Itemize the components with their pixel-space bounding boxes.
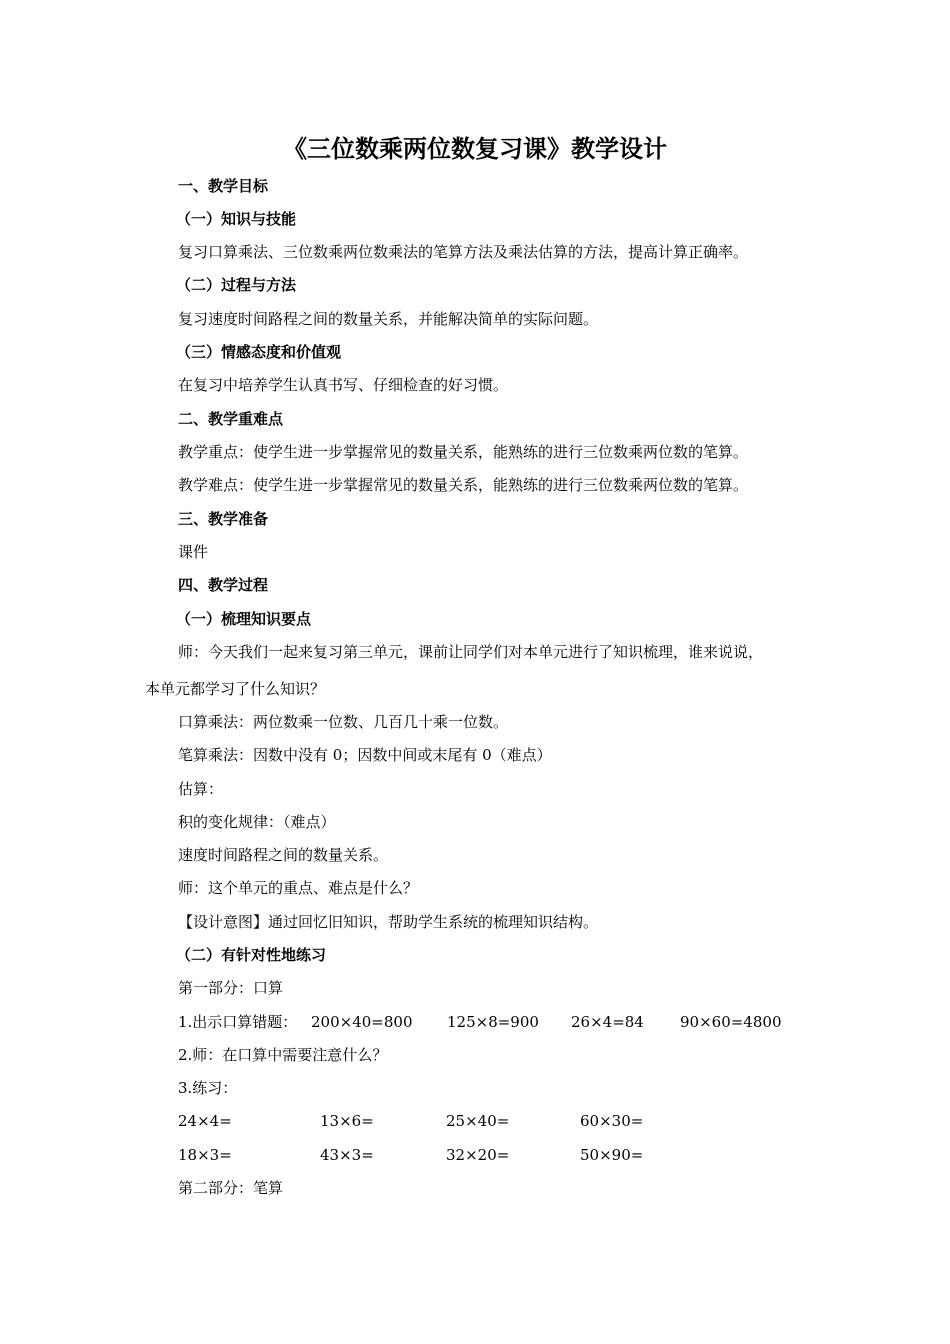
section-heading-process: 四、教学过程 xyxy=(178,576,269,594)
paragraph-knowledge-skills: 复习口算乘法、三位数乘两位数乘法的笔算方法及乘法估算的方法，提高计算正确率。 xyxy=(178,243,749,261)
document-title: 《三位数乘两位数复习课》教学设计 xyxy=(283,135,667,163)
paragraph-written-multiplication: 笔算乘法：因数中没有 0；因数中间或末尾有 0（难点） xyxy=(178,746,552,764)
paragraph-item-three: 3.练习： xyxy=(178,1079,238,1097)
paragraph-item-two: 2.师：在口算中需要注意什么？ xyxy=(178,1046,388,1064)
wrong-answer-expression: 26×4=84 xyxy=(571,1013,644,1031)
drill-expression: 43×3= xyxy=(320,1146,374,1164)
paragraph-product-rule: 积的变化规律：（难点） xyxy=(178,813,336,831)
section-heading-objectives: 一、教学目标 xyxy=(178,177,269,195)
paragraph-oral-multiplication: 口算乘法：两位数乘一位数、几百几十乘一位数。 xyxy=(178,713,509,731)
paragraph-process-method: 复习速度时间路程之间的数量关系，并能解决简单的实际问题。 xyxy=(178,310,599,328)
paragraph-part-two: 第二部分：笔算 xyxy=(178,1179,284,1197)
wrong-answer-expression: 90×60=4800 xyxy=(680,1013,782,1031)
subheading-review-knowledge: （一）梳理知识要点 xyxy=(176,610,312,628)
section-heading-preparation: 三、教学准备 xyxy=(178,510,269,528)
paragraph-estimation: 估算： xyxy=(178,780,224,798)
item-wrong-answers-label: 1.出示口算错题： xyxy=(178,1013,298,1031)
drill-expression: 50×90= xyxy=(580,1146,644,1164)
subheading-process-method: （二）过程与方法 xyxy=(176,276,297,294)
subheading-attitude-values: （三）情感态度和价值观 xyxy=(176,343,342,361)
wrong-answer-expression: 200×40=800 xyxy=(311,1013,413,1031)
wrong-answer-expression: 125×8=900 xyxy=(447,1013,539,1031)
drill-expression: 24×4= xyxy=(178,1112,232,1130)
paragraph-difficult-point: 教学难点：使学生进一步掌握常见的数量关系，能熟练的进行三位数乘两位数的笔算。 xyxy=(178,476,749,494)
paragraph-teacher-intro: 师：今天我们一起来复习第三单元，课前让同学们对本单元进行了知识梳理，谁来说说， xyxy=(178,643,764,661)
paragraph-design-intent: 【设计意图】通过回忆旧知识，帮助学生系统的梳理知识结构。 xyxy=(178,913,599,931)
drill-expression: 13×6= xyxy=(320,1112,374,1130)
paragraph-key-point: 教学重点：使学生进一步掌握常见的数量关系，能熟练的进行三位数乘两位数的笔算。 xyxy=(178,443,749,461)
section-heading-key-points: 二、教学重难点 xyxy=(178,410,284,428)
drill-expression: 25×40= xyxy=(446,1112,510,1130)
drill-expression: 18×3= xyxy=(178,1146,232,1164)
drill-expression: 32×20= xyxy=(446,1146,510,1164)
paragraph-teacher-intro-cont: 本单元都学习了什么知识？ xyxy=(145,680,326,698)
paragraph-speed-time-distance: 速度时间路程之间的数量关系。 xyxy=(178,846,389,864)
paragraph-part-one: 第一部分：口算 xyxy=(178,979,284,997)
drill-expression: 60×30= xyxy=(580,1112,644,1130)
paragraph-preparation: 课件 xyxy=(178,543,209,561)
subheading-knowledge-skills: （一）知识与技能 xyxy=(176,210,297,228)
paragraph-teacher-question: 师：这个单元的重点、难点是什么？ xyxy=(178,879,419,897)
subheading-targeted-practice: （二）有针对性地练习 xyxy=(176,946,327,964)
paragraph-attitude-values: 在复习中培养学生认真书写、仔细检查的好习惯。 xyxy=(178,376,509,394)
